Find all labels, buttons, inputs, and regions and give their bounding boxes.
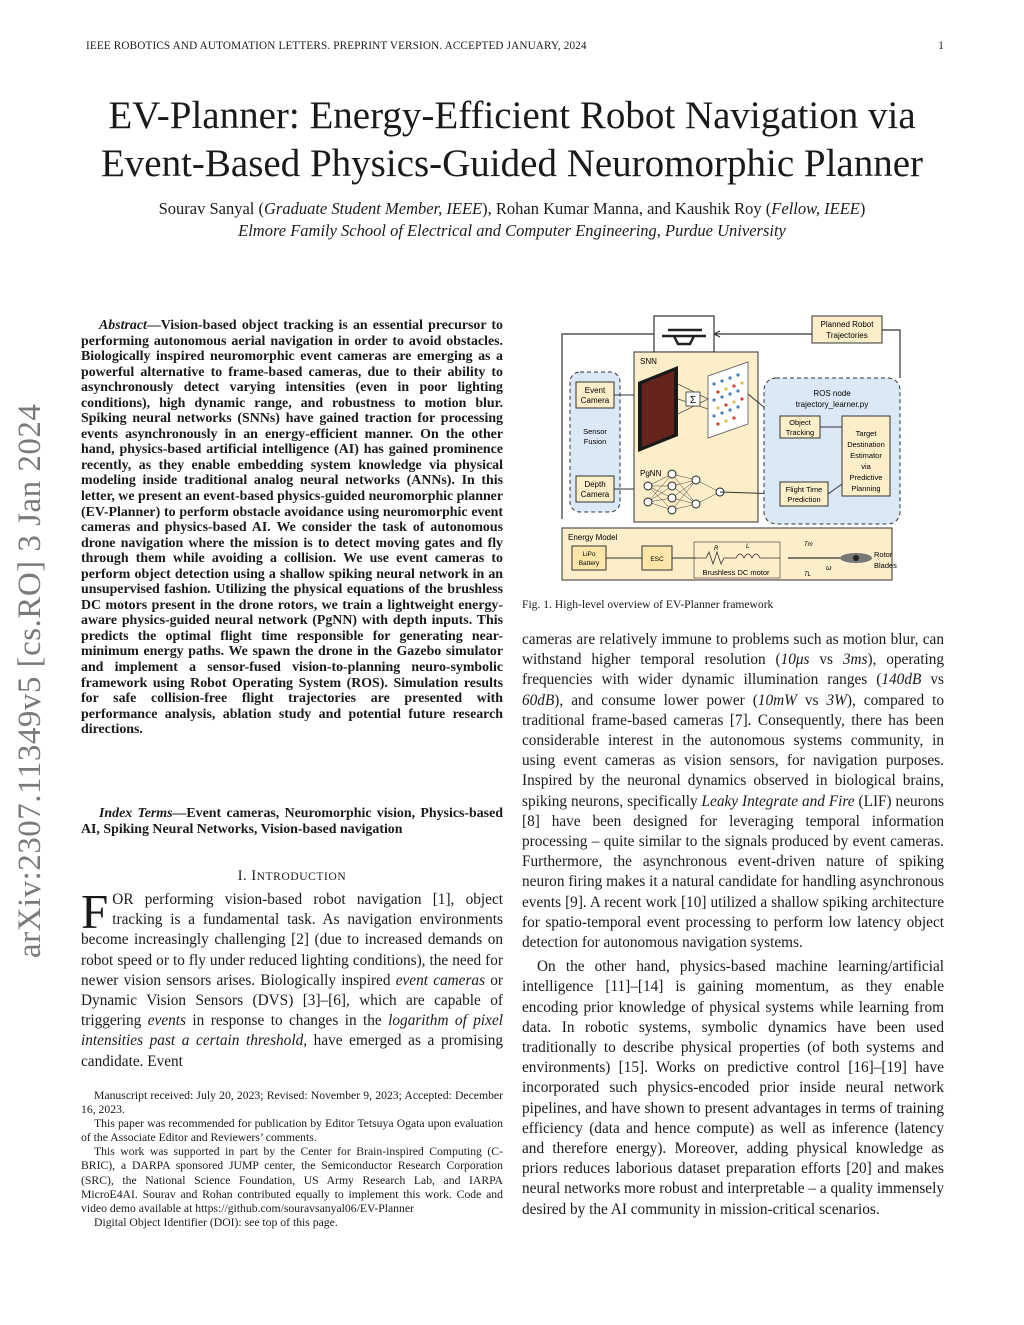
footnote-funding: This work was supported in part by the Center for Brain-inspired Computing (C-BRIC), a DARPA sponsored JUMP center, the Semiconductor Research Corporation (SRC), the National Science Foundation, US Army Research Lab, and IARPA MicroE4AI. Sourav and Rohan contributed equally to implement this work. Code and video demo available at https://github.com/souravsanyal06/EV-Planner xyxy=(81,1145,503,1215)
section-title-first: I xyxy=(251,868,257,884)
arxiv-stamp: arXiv:2307.11349v5 [cs.RO] 3 Jan 2024 xyxy=(12,403,48,958)
footnotes xyxy=(81,1089,503,1230)
sigma-symbol: Σ xyxy=(689,395,697,406)
pgnn-hidden-node xyxy=(668,482,676,490)
event-label: Event xyxy=(584,386,606,395)
object-label: Object xyxy=(789,418,811,427)
resistor-label: R xyxy=(714,546,719,552)
snn-event-pixels xyxy=(642,371,674,447)
title-line-2: Event-Based Physics-Guided Neuromorphic Planner xyxy=(100,142,924,185)
affiliation: Elmore Family School of Electrical and Computer Engineering, Purdue University xyxy=(238,221,786,240)
index-terms-text: —Event cameras, Neuromorphic vision, Physics-based AI, Spiking Neural Networks, Vision-based navigation xyxy=(81,806,503,837)
paragraph-physics-ai: On the other hand, physics-based machine learning/artificial intelligence [11]–[14] is gaining momentum, as they enable encoding prior knowledge of physical systems while learning from data. In robotic systems, symbolic dynamics have been used traditionally to describe physical properties (of both systems and environments) [15]. Works on predictive control [16]–[19] have incorporated such physics-encoded prior inside neural network pipelines, and have shown to present advantages in terms of training efficiency (data and hence compute) as well as inference (latency and therefore energy). Moreover, adding physical knowledge as priors reduces laborious dataset preparation efforts [20] and makes neural networks more robust and interpretable – a quality immensely desired by the AI community in mission-critical scenarios. xyxy=(522,958,944,1218)
target-label-4: via xyxy=(861,462,871,471)
author-1: Sourav Sanyal ( xyxy=(158,199,265,218)
battery-label: Battery xyxy=(578,560,600,567)
planned-label-2: Trajectories xyxy=(826,331,868,340)
drone-box xyxy=(654,316,714,352)
abstract xyxy=(81,318,503,738)
p1-math-4: 60dB xyxy=(522,691,555,709)
intro-t4: , have emerged as a promising candidate. Event xyxy=(81,1032,504,1070)
target-label-5: Predictive xyxy=(849,473,883,482)
p1-text-e: ), and consume lower power ( xyxy=(554,691,758,709)
right-column-text xyxy=(522,630,944,1220)
pgnn-hidden-node xyxy=(692,476,700,484)
intro-i2: events xyxy=(147,1012,186,1030)
energy-model-label: Energy Model xyxy=(568,533,618,542)
running-head xyxy=(86,40,944,52)
pgnn-label: PgNN xyxy=(640,469,662,478)
journal-header: IEEE ROBOTICS AND AUTOMATION LETTERS. PREPRINT VERSION. ACCEPTED JANUARY, 2024 xyxy=(86,40,587,52)
section-numeral: I. xyxy=(237,868,252,884)
p1-text-d: vs xyxy=(921,671,944,689)
figure-1 xyxy=(556,314,928,590)
p1-text-b: vs xyxy=(809,651,843,669)
rotor-hub-icon xyxy=(853,555,859,561)
drop-cap: F xyxy=(81,884,109,939)
figure-caption: Fig. 1. High-level overview of EV-Planner framework xyxy=(522,598,774,611)
tm-label: Tm xyxy=(804,542,813,548)
ros-file-label: trajectory_learner.py xyxy=(795,400,869,409)
ros-node-label: ROS node xyxy=(813,389,851,398)
target-label-6: Planning xyxy=(851,484,881,493)
p1-math-6: 3W xyxy=(826,691,847,709)
index-terms-label: Index Terms xyxy=(99,806,173,821)
target-label-3: Estimator xyxy=(850,451,882,460)
title-line-1: EV-Planner: Energy-Efficient Robot Navigation via xyxy=(108,94,916,137)
p1-text-g: ), compared to traditional frame-based cameras [7]. Consequently, there has been considerable interest in the autonomous systems community, in using event cameras as vision sensors, for navigation purposes. Inspired by the neuronal dynamics observed in biological brains, spiking neurons, specifically xyxy=(522,691,944,810)
abstract-text: —Vision-based object tracking is an essential precursor to performing autonomous aerial navigation in order to avoid obstacles. Biologically inspired neuromorphic event cameras are emerging as a powerful alternative to frame-based cameras, due to their ability to asynchronously detect varying intensities (even in poor lighting conditions), high dynamic range, and robustness to motion blur. Spiking neural networks (SNNs) have gained traction for processing events asynchronously in an energy-efficient manner. On the other hand, physics-based artificial intelligence (AI) has gained prominence recently, as they enable embedding system knowledge via physical modeling inside traditional analog neural networks (ANNs). In this letter, we present an event-based physics-guided neuromorphic planner (EV-Planner) to perform obstacle avoidance using neuromorphic event cameras and physics-based AI. We consider the task of autonomous drone navigation where the mission is to detect moving gates and fly through them while avoiding a collision. We use event cameras to perform object detection using a shallow spiking neural network in an unsupervised fashion. Utilizing the physical equations of the brushless DC motors present in the drone rotors, we train a lightweight energy-aware physics-guided neural network (PgNN) with depth inputs. This predicts the optimal flight time responsible for generating near-minimum energy paths. We spawn the drone in the Gazebo simulator and implement a sensor-fused vision-to-planning neuro-symbolic framework using Robot Operating System (ROS). Simulation results for safe collision-free flight trajectories are presented with performance analysis, ablation study and potential future research directions. xyxy=(81,318,503,738)
section-heading xyxy=(81,868,503,885)
tracking-label: Tracking xyxy=(785,428,815,437)
abstract-label: Abstract xyxy=(99,318,147,333)
section-title-rest: NTRODUCTION xyxy=(256,871,347,883)
intro-i3: logarithm of pixel intensities past a certain threshold xyxy=(81,1012,503,1050)
author-2-3: ), Rohan Kumar Manna, and Kaushik Roy ( xyxy=(482,199,772,218)
p1-italic-lif: Leaky Integrate and Fire xyxy=(701,792,855,810)
pgnn-hidden-node xyxy=(692,500,700,508)
planned-label-1: Planned Robot xyxy=(820,320,874,329)
author-1-role: Graduate Student Member, IEEE xyxy=(264,199,483,218)
framework-diagram xyxy=(556,314,928,590)
p1-math-1: 10μs xyxy=(780,651,810,669)
p1-math-5: 10mW xyxy=(757,691,797,709)
prediction-label: Prediction xyxy=(787,495,821,504)
pgnn-hidden-node xyxy=(668,470,676,478)
author-list xyxy=(0,199,1024,219)
author-3-role: Fellow, IEEE xyxy=(771,199,860,218)
p1-text-h: (LIF) neurons [8] have been designed for leveraging temporal information processing – quite similar to the signals produced by event cameras. Furthermore, the asynchronous event-driven nature of spiking neuron firing makes it a natural candidate for handling asynchronous events [9]. A recent work [10] utilized a shallow spiking architecture for spatio-temporal event processing to perform low latency object detection for autonomous navigation systems. xyxy=(522,792,944,952)
target-label-2: Destination xyxy=(847,440,885,449)
flight-time-label: Flight Time xyxy=(785,485,823,494)
paragraph-event-cameras xyxy=(522,630,944,953)
lipo-label: LiPo xyxy=(582,551,596,558)
pgnn-hidden-node xyxy=(668,494,676,502)
pgnn-input-node xyxy=(644,482,652,490)
sensor-label: Sensor xyxy=(583,427,607,436)
depth-camera-label: Camera xyxy=(580,490,610,499)
motor-label: Brushless DC motor xyxy=(702,568,770,577)
p1-math-3: 140dB xyxy=(881,671,922,689)
omega-label: ω xyxy=(826,565,832,572)
pgnn-hidden-node xyxy=(668,506,676,514)
event-camera-label: Camera xyxy=(580,396,610,405)
introduction-text xyxy=(81,884,504,1072)
author-close: ) xyxy=(859,199,866,218)
tl-label: TL xyxy=(804,572,812,578)
arrow-right xyxy=(882,330,900,378)
pgnn-input-node xyxy=(644,498,652,506)
rotor-label: Rotor xyxy=(874,550,893,559)
p1-math-2: 3ms xyxy=(842,651,868,669)
page-number: 1 xyxy=(938,40,944,52)
footnote-received: Manuscript received: July 20, 2023; Revised: November 9, 2023; Accepted: December 16, 2023. xyxy=(81,1089,503,1117)
depth-label: Depth xyxy=(584,480,606,489)
index-terms xyxy=(81,806,503,837)
p1-text-f: vs xyxy=(796,691,827,709)
p1-text-a: cameras are relatively immune to problems such as motion blur, can withstand higher temporal resolution ( xyxy=(522,631,944,669)
paper-title xyxy=(0,92,1024,188)
intro-i1: event cameras xyxy=(395,971,486,989)
snn-label: SNN xyxy=(640,357,657,366)
esc-label: ESC xyxy=(650,556,664,563)
target-label-1: Target xyxy=(855,429,877,438)
footnote-editor: This paper was recommended for publication by Editor Tetsuya Ogata upon evaluation of the Associate Editor and Reviewers’ comments. xyxy=(81,1117,503,1145)
footnote-doi: Digital Object Identifier (DOI): see top of this page. xyxy=(94,1215,338,1229)
intro-t2: or Dynamic Vision Sensors (DVS) [3]–[6], which are capable of triggering xyxy=(81,971,503,1030)
fusion-label: Fusion xyxy=(583,437,607,446)
intro-t1: OR performing vision-based robot navigation [1], object tracking is a fundamental task. As navigation environments become increasingly challenging [2] (due to increased demands on robot speed or to fly under reduced lighting conditions), the need for newer vision sensors arises. Biologically inspired xyxy=(81,891,503,989)
intro-t3: in response to changes in the xyxy=(185,1012,389,1030)
p1-text-c: ), operating frequencies with wider dynamic illumination ranges ( xyxy=(522,651,944,689)
blades-label: Blades xyxy=(874,561,897,570)
inductor-label: L xyxy=(746,544,750,550)
